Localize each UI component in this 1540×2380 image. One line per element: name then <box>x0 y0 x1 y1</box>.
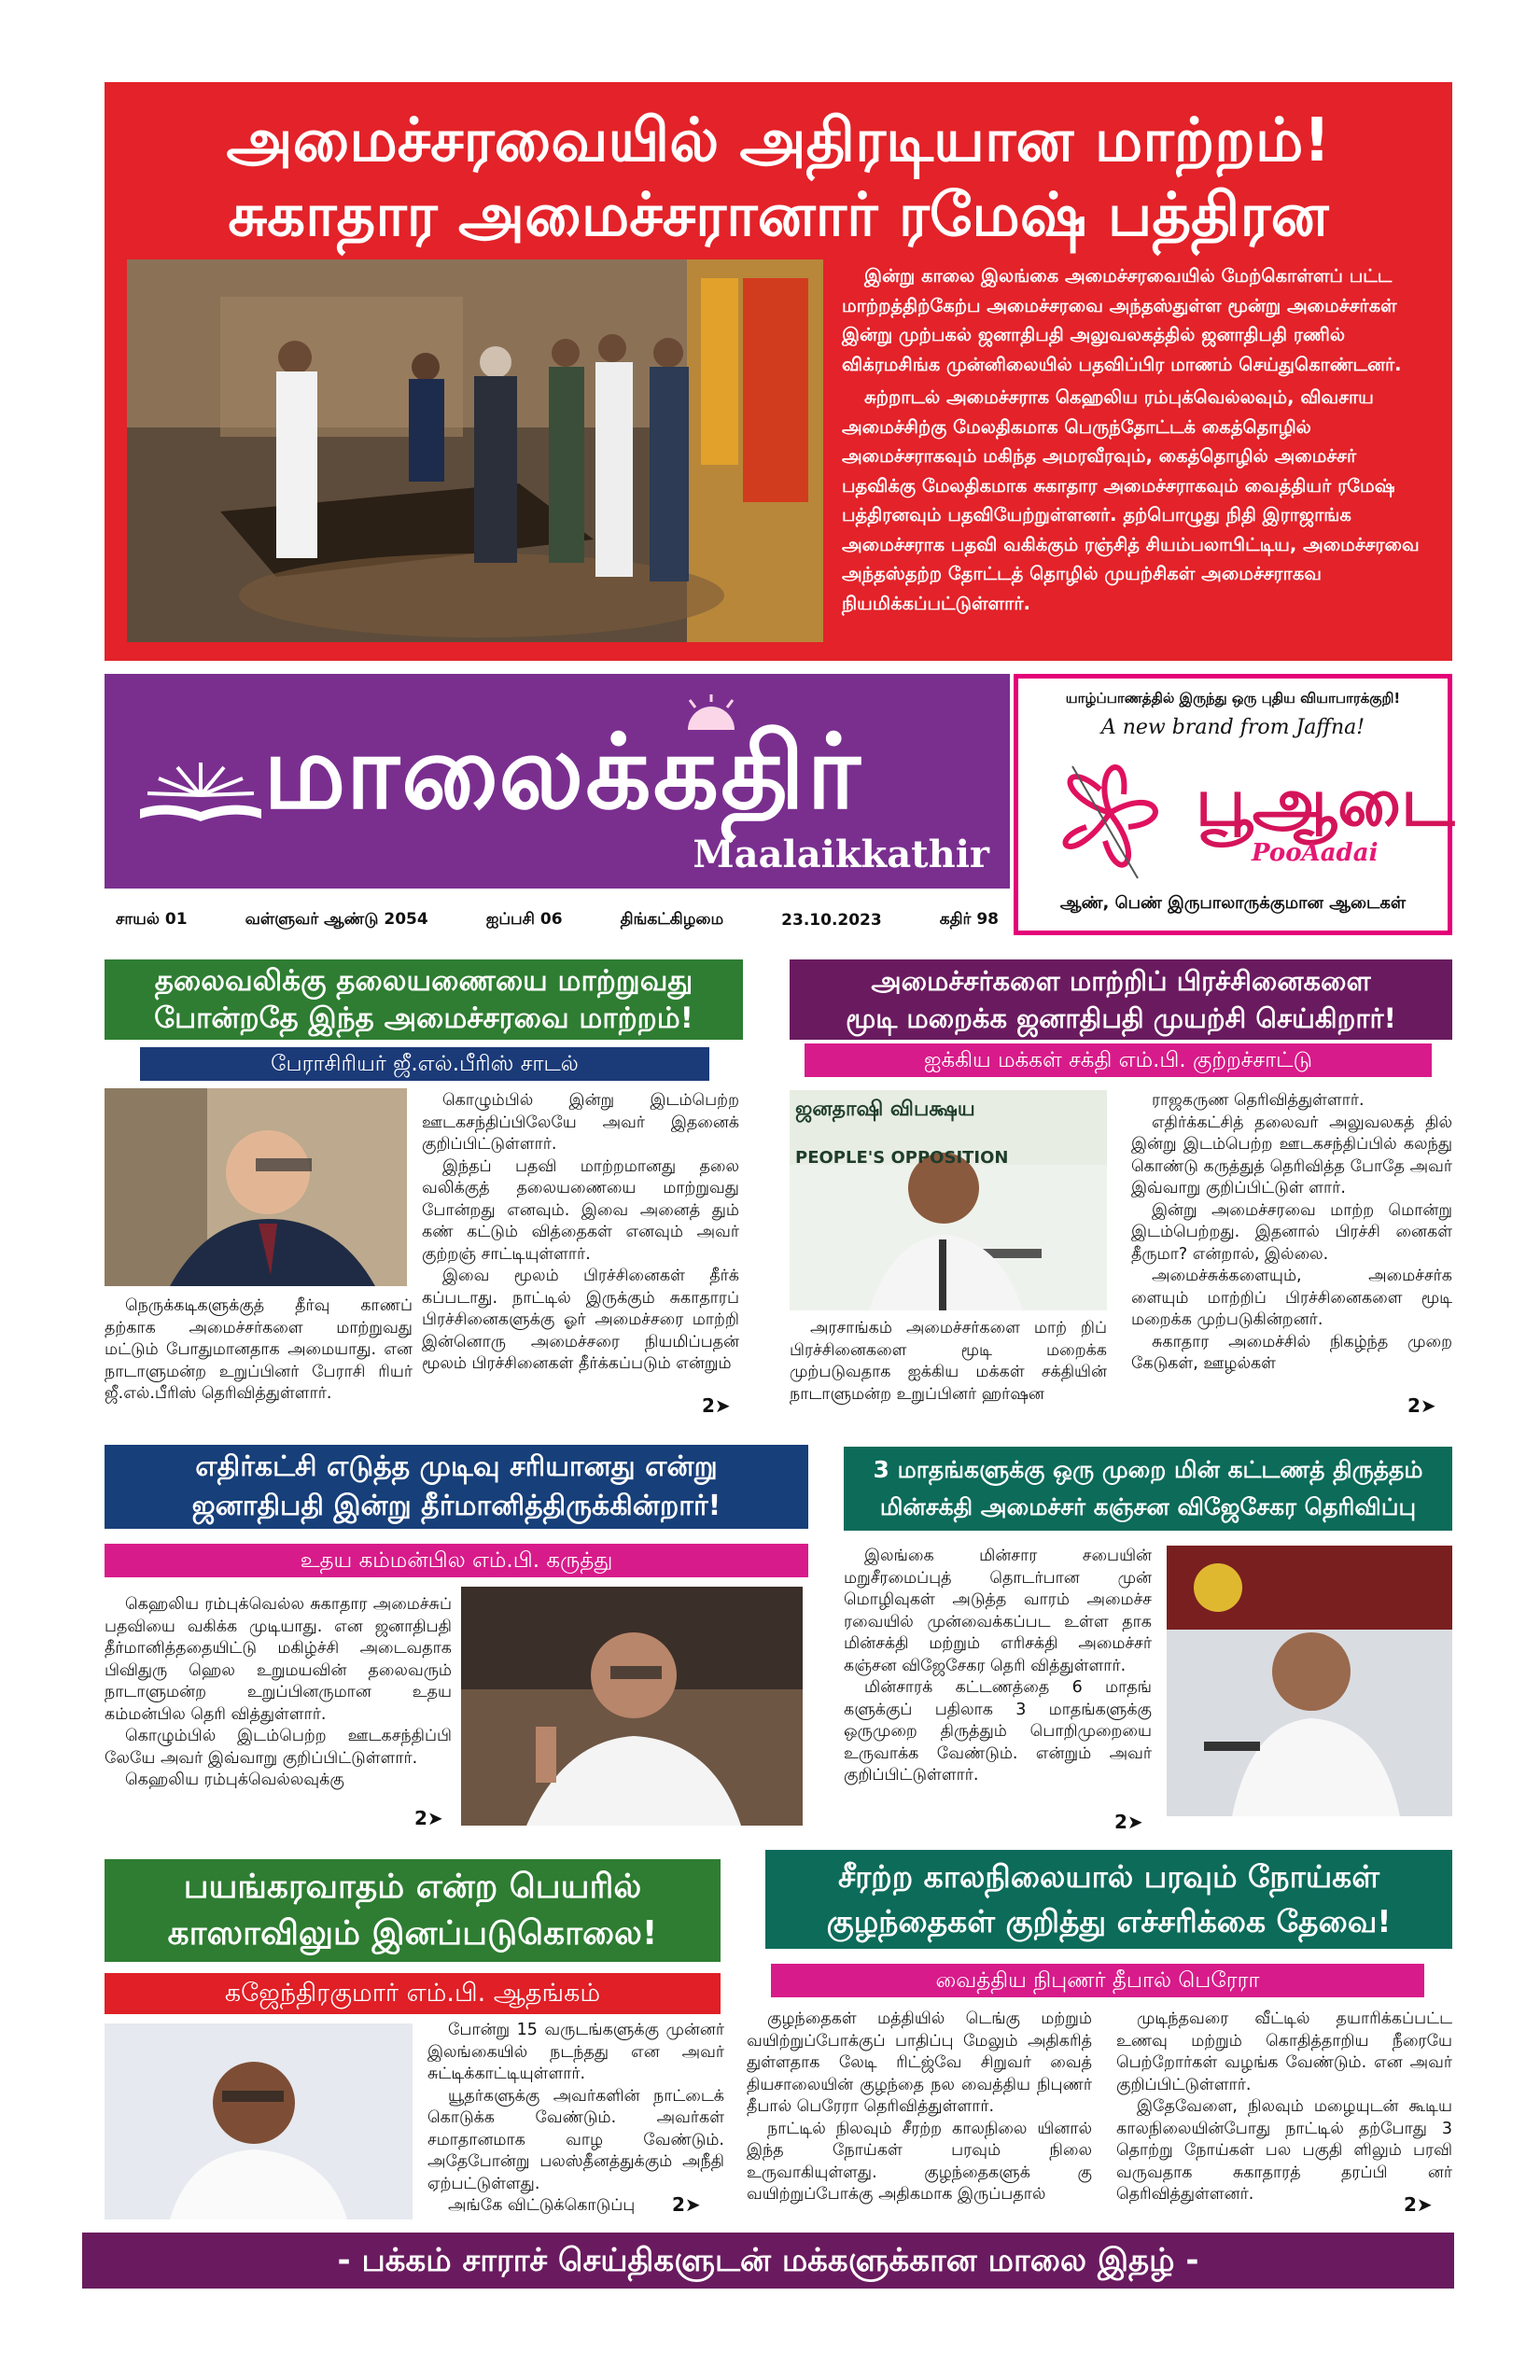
ad-tagline: A new brand from Jaffna! <box>1100 716 1365 739</box>
story2-photo <box>790 1090 1107 1310</box>
lead-article-paragraph-2: சுற்றாடல் அமைச்சராக கெஹலிய ரம்புக்வெல்லவும், விவசாய அமைச்சிற்கு மேலதிகமாக பெருந்தோட்டக் கைத்தொழில் அமைச்சராகவும் மகிந்த அமரவீரவும், கைத்தொழில் அமைச்சர் பதவிக்கு மேலதிகமாக சுகாதார அமைச்சராகவும் வைத்தியர் ரமேஷ் பத்திரனவும் பதவியேற்றுள்ளனர். தற்பொழுது நிதி இராஜாங்க அமைச்சராக பதவி வகிக்கும் ரஞ்சித் சியம்பலாபிட்டிய, அமைச்சரவை அந்தஸ்தற்ற தோட்டத் தொழில் முயற்சிகள் அமைச்சராகவ நியமிக்கப்பட்டுள்ளார். <box>842 386 1420 614</box>
poo-aadai-advert[interactable] <box>1014 674 1455 935</box>
story2-col2-paragraph-2: எதிர்க்கட்சித் தலைவர் அலுவலகத் தில் இன்று இடம்பெற்ற ஊடகசந்திப்பில் கலந்து கொண்டு கருத்துத் தெரிவித்த போதே அவர் இவ்வாறு குறிப்பிட்டுள் ளார். <box>1131 1113 1452 1197</box>
story6-col1-paragraph-1: குழந்தைகள் மத்தியில் டெங்கு மற்றும் வயிற்றுப்போக்குப் பாதிப்பு மேலும் அதிகரித் துள்ளதாக லேடி ரிட்ஜ்வே சிறுவர் வைத் தியசாலையின் குழந்தை நல வைத்திய நிபுணர் தீபால் பெரேரா தெரிவித்துள்ளார். <box>747 2009 1092 2116</box>
story3-paragraph-1: கெஹலிய ரம்புக்வெல்ல சுகாதார அமைச்சுப் பதவியை வகிக்க முடியாது. என ஜனாதிபதி தீர்மானித்ததையிட்டு மகிழ்ச்சி அடைவதாக பிவிதுரு ஹெல உறுமயவின் தலைவரும் நாடாளுமன்ற உறுப்பினருமான உதய கம்மன்பில தெரி வித்துள்ளார். <box>105 1595 452 1724</box>
flower-logo-icon <box>1035 738 1184 897</box>
story6-continued-marker[interactable]: 2➤ <box>1404 2193 1433 2216</box>
story6-col2-paragraph-1: முடிந்தவரை வீட்டில் தயாரிக்கப்பட்ட உணவு மற்றும் கொதித்தாறிய நீரையே பெற்றோர்கள் வழங்க வேண்டும். என அவர் குறிப்பிட்டுள்ளார். <box>1116 2009 1452 2094</box>
story5-paragraph-2: யூதர்களுக்கு அவர்களின் நாட்டைக் கொடுக்க வேண்டும். அவர்கள் சமாதானமாக வாழ வேண்டும். அதேபோன்று பலஸ்தீனத்துக்கும் அநீதி ஏற்பட்டுள்ளது. <box>427 2086 724 2193</box>
story3-photo <box>461 1587 803 1826</box>
story2-subhead: ஐக்கிய மக்கள் சக்தி எம்.பி. குற்றச்சாட்டு <box>805 1043 1432 1077</box>
story2-col2-paragraph-1: ராஜகருண தெரிவித்துள்ளார். <box>1152 1091 1365 1110</box>
weekday: திங்கட்கிழமை <box>620 910 724 929</box>
story5-continued-marker[interactable]: 2➤ <box>672 2193 701 2216</box>
story5-paragraph-3: அங்கே விட்டுக்கொடுப்பு <box>448 2196 636 2215</box>
story4-body <box>844 1546 1152 1787</box>
story6-headline-line-2: குழந்தைகள் குறித்து எச்சரிக்கை தேவை! <box>826 1903 1392 1939</box>
ad-brand-tamil: பூஆடை <box>1196 763 1455 841</box>
story2-photo-sign-english: PEOPLE'S OPPOSITION <box>795 1148 1009 1168</box>
story6-column-2 <box>1116 2009 1452 2206</box>
story1-col2-paragraph-3: இவை மூலம் பிரச்சினைகள் தீர்க் கப்படாது. நாட்டில் இருக்கும் சுகாதாரப் பிரச்சினைகளுக்கு ஓர் அமைச்சரை மாற்றி இன்னொரு அமைச்சரை நியமிப்பதன் மூலம் பிரச்சினைகள் தீர்க்கப்படும் என்றும் <box>422 1267 739 1373</box>
story3-headline[interactable] <box>105 1445 808 1529</box>
story5-headline-line-2: காஸாவிலும் இனப்படுகொலை! <box>167 1914 658 1953</box>
story2-headline[interactable] <box>790 959 1452 1040</box>
story1-column-2 <box>422 1090 739 1376</box>
lead-headline-line-2[interactable]: சுகாதார அமைச்சரானார் ரமேஷ் பத்திரன <box>228 181 1329 250</box>
swearing-in-photo <box>127 259 823 642</box>
story3-headline-line-2: ஜனாதிபதி இன்று தீர்மானித்திருக்கின்றார்! <box>191 1490 721 1522</box>
gregorian-date: 23.10.2023 <box>781 911 882 930</box>
story1-col1-text: நெருக்கடிகளுக்குத் தீர்வு காணப் தற்காக அமைச்சர்களை மாற்றுவது மட்டும் போதுமானதாக அமையாது. என நாடாளுமன்ற உறுப்பினர் பேராசி ரியர் ஜீ.எல்.பீரிஸ் தெரிவித்துள்ளார். <box>105 1296 413 1403</box>
story1-col2-paragraph-2: இந்தப் பதவி மாற்றமானது தலை வலிக்குத் தலையணையை மாற்றுவது போன்றது எனவும். இவை அனைத் தும் கண் கட்டும் வித்தைகள் எனவும் அவர் குற்றஞ் சாட்டியுள்ளார். <box>422 1156 739 1264</box>
story5-photo <box>105 2023 413 2219</box>
story4-headline-line-1: 3 மாதங்களுக்கு ஒரு முறை மின் கட்டணத் திருத்தம் <box>873 1456 1423 1483</box>
edition-number: கதிர் 98 <box>939 910 999 929</box>
story2-photo-sign-tamil: ஜனதாஷி விபக்ஷய <box>795 1098 975 1121</box>
story3-headline-line-1: எதிர்கட்சி எடுத்த முடிவு சரியானது என்று <box>195 1450 718 1483</box>
story4-continued-marker[interactable]: 2➤ <box>1114 1811 1143 1833</box>
lead-headline-line-1[interactable]: அமைச்சரவையில் அதிரடியான மாற்றம்! <box>226 106 1331 175</box>
story6-col2-paragraph-2: இதேவேளை, நிலவும் மழையுடன் கூடிய காலநிலையின்போது நாட்டில் தற்போது 3 தொற்று நோய்கள் பல பகுதி ளிலும் பரவி வருவதாக சுகாதாரத் தரப்பி னர் தெரிவித்துள்ளனர். <box>1116 2097 1452 2204</box>
story6-headline-line-1: சீரற்ற காலநிலையால் பரவும் நோய்கள் <box>837 1858 1380 1895</box>
story5-subhead: கஜேந்திரகுமார் எம்.பி. ஆதங்கம் <box>105 1973 721 2014</box>
lead-article-paragraph-1: இன்று காலை இலங்கை அமைச்சரவையில் மேற்கொள்ளப் பட்ட மாற்றத்திற்கேற்ப அமைச்சரவை அந்தஸ்துள்ள மூன்று அமைச்சர்கள் இன்று முற்பகல் ஜனாதிபதி அலுவலகத்தில் ஜனாதிபதி ரணில் விக்ரமசிங்க முன்னிலையில் பதவிப்பிர மாணம் செய்துகொண்டனர். <box>842 265 1402 375</box>
story2-continued-marker[interactable]: 2➤ <box>1407 1394 1436 1417</box>
story4-paragraph-2: மின்சாரக் கட்டணத்தை 6 மாதங் களுக்குப் பதிலாக 3 மாதங்களுக்கு ஒருமுறை திருத்தும் பொறிமுறையை உருவாக்க வேண்டும். என்றும் அவர் குறிப்பிட்டுள்ளார். <box>844 1678 1152 1785</box>
lead-article-body <box>842 261 1435 622</box>
story3-paragraph-2: கொழும்பில் இடம்பெற்ற ஊடகசந்திப்பி லேயே அவர் இவ்வாறு குறிப்பிட்டுள்ளார். <box>105 1727 452 1768</box>
story6-col1-paragraph-2: நாட்டில் நிலவும் சீரற்ற காலநிலை யினால் இந்த நோய்கள் பரவும் நிலை உருவாகியுள்ளது. குழந்தைகளுக் கு வயிற்றுப்போக்கு அதிகமாக இருப்பதால் <box>747 2119 1092 2204</box>
story2-col2-paragraph-5: சுகாதார அமைச்சில் நிகழ்ந்த முறை கேடுகள், ஊழல்கள் <box>1131 1332 1452 1373</box>
story5-headline[interactable] <box>105 1859 721 1962</box>
story6-subhead: வைத்திய நிபுணர் தீபால் பெரேரா <box>771 1964 1424 1997</box>
story2-headline-line-2: மூடி மறைக்க ஜனாதிபதி முயற்சி செய்கிறார்! <box>846 1002 1396 1034</box>
story1-subhead: பேராசிரியர் ஜீ.எல்.பீரிஸ் சாடல் <box>140 1047 709 1081</box>
issue-number: சாயல் 01 <box>116 910 188 929</box>
story2-headline-line-1: அமைச்சர்களை மாற்றிப் பிரச்சினைகளை <box>871 965 1371 997</box>
top-banner <box>105 82 1452 661</box>
story2-column-2 <box>1131 1090 1452 1376</box>
story1-photo <box>105 1088 407 1286</box>
story4-headline[interactable] <box>844 1447 1452 1531</box>
book-sunrise-logo-icon <box>131 758 271 833</box>
story3-continued-marker[interactable]: 2➤ <box>414 1807 443 1829</box>
story2-col2-paragraph-3: இன்று அமைச்சரவை மாற்ற மொன்று இடம்பெற்றது. இதனால் பிரச்சி னைகள் தீருமா? என்றால், இல்லை. <box>1131 1200 1452 1264</box>
story1-column-1 <box>105 1295 413 1406</box>
ad-top-text: யாழ்ப்பாணத்தில் இருந்து ஒரு புதிய வியாபாரக்குறி! <box>1065 690 1401 707</box>
story3-paragraph-3: கெஹலிய ரம்புக்வெல்லவுக்கு <box>125 1771 344 1789</box>
story4-headline-line-2: மின்சக்தி அமைச்சர் கஞ்சன விஜேசேகர தெரிவிப்பு <box>879 1493 1417 1520</box>
story1-headline[interactable] <box>105 959 743 1040</box>
dateline <box>105 905 1010 935</box>
story3-subhead: உதய கம்மன்பில எம்.பி. கருத்து <box>105 1544 808 1577</box>
story1-col2-paragraph-1: கொழும்பில் இன்று இடம்பெற்ற ஊடகசந்திப்பிலேயே அவர் இதனைக் குறிப்பிட்டுள்ளார். <box>422 1091 739 1154</box>
story1-headline-line-1: தலைவலிக்கு தலையணையை மாற்றுவது <box>154 964 693 998</box>
valluvar-year: வள்ளுவர் ஆண்டு 2054 <box>245 910 428 929</box>
story2-column-1 <box>790 1318 1107 1406</box>
story5-body <box>427 2020 724 2218</box>
story1-continued-marker[interactable]: 2➤ <box>702 1394 731 1417</box>
story4-paragraph-1: இலங்கை மின்சார சபையின் மறுசீரமைப்புத் தொடர்பான முன் மொழிவுகள் அடுத்த வாரம் அமைச்ச ரவையில் முன்வைக்கப்பட உள்ள தாக மின்சக்தி மற்றும் எரிசக்தி அமைச்சர் கஞ்சன விஜேசேகர தெரி வித்துள்ளார். <box>844 1547 1152 1675</box>
story2-col1-text: அரசாங்கம் அமைச்சர்களை மாற் றிப் பிரச்சினைகளை மூடி மறைக்க முற்படுவதாக ஐக்கிய மக்கள் சக்தியின் நாடாளுமன்ற உறுப்பினர் ஹர்ஷன <box>790 1319 1107 1404</box>
masthead-subtitle: Maalaikkathir <box>693 833 989 876</box>
story6-column-1 <box>747 2009 1092 2206</box>
story2-col2-paragraph-4: அமைச்சுக்களையும், அமைச்சர்க ளையும் மாற்றிப் பிரச்சினைகளை மூடி மறைக்க முற்படுகின்றனர். <box>1131 1267 1452 1329</box>
masthead-title: மாலைக்கதிர் <box>263 712 862 832</box>
story6-headline[interactable] <box>765 1850 1452 1949</box>
ad-brand-english: PooAadai <box>1252 839 1379 867</box>
story5-headline-line-1: பயங்கரவாதம் என்ற பெயரில் <box>183 1868 642 1906</box>
story5-paragraph-1: போன்று 15 வருடங்களுக்கு முன்னர் இலங்கையில் நடந்தது என அவர் சுட்டிக்காட்டியுள்ளார். <box>427 2021 724 2083</box>
story4-photo <box>1167 1546 1452 1816</box>
footer-tagline: - பக்கம் சாராச் செய்திகளுடன் மக்களுக்கான மாலை இதழ் - <box>82 2233 1454 2289</box>
story3-body <box>105 1594 452 1792</box>
ad-bottom-text: ஆண், பெண் இருபாலாருக்குமான ஆடைகள் <box>1059 893 1407 913</box>
masthead <box>105 674 1010 889</box>
tamil-date: ஐப்பசி 06 <box>485 910 563 929</box>
story1-headline-line-2: போன்றதே இந்த அமைச்சரவை மாற்றம்! <box>154 1001 693 1035</box>
